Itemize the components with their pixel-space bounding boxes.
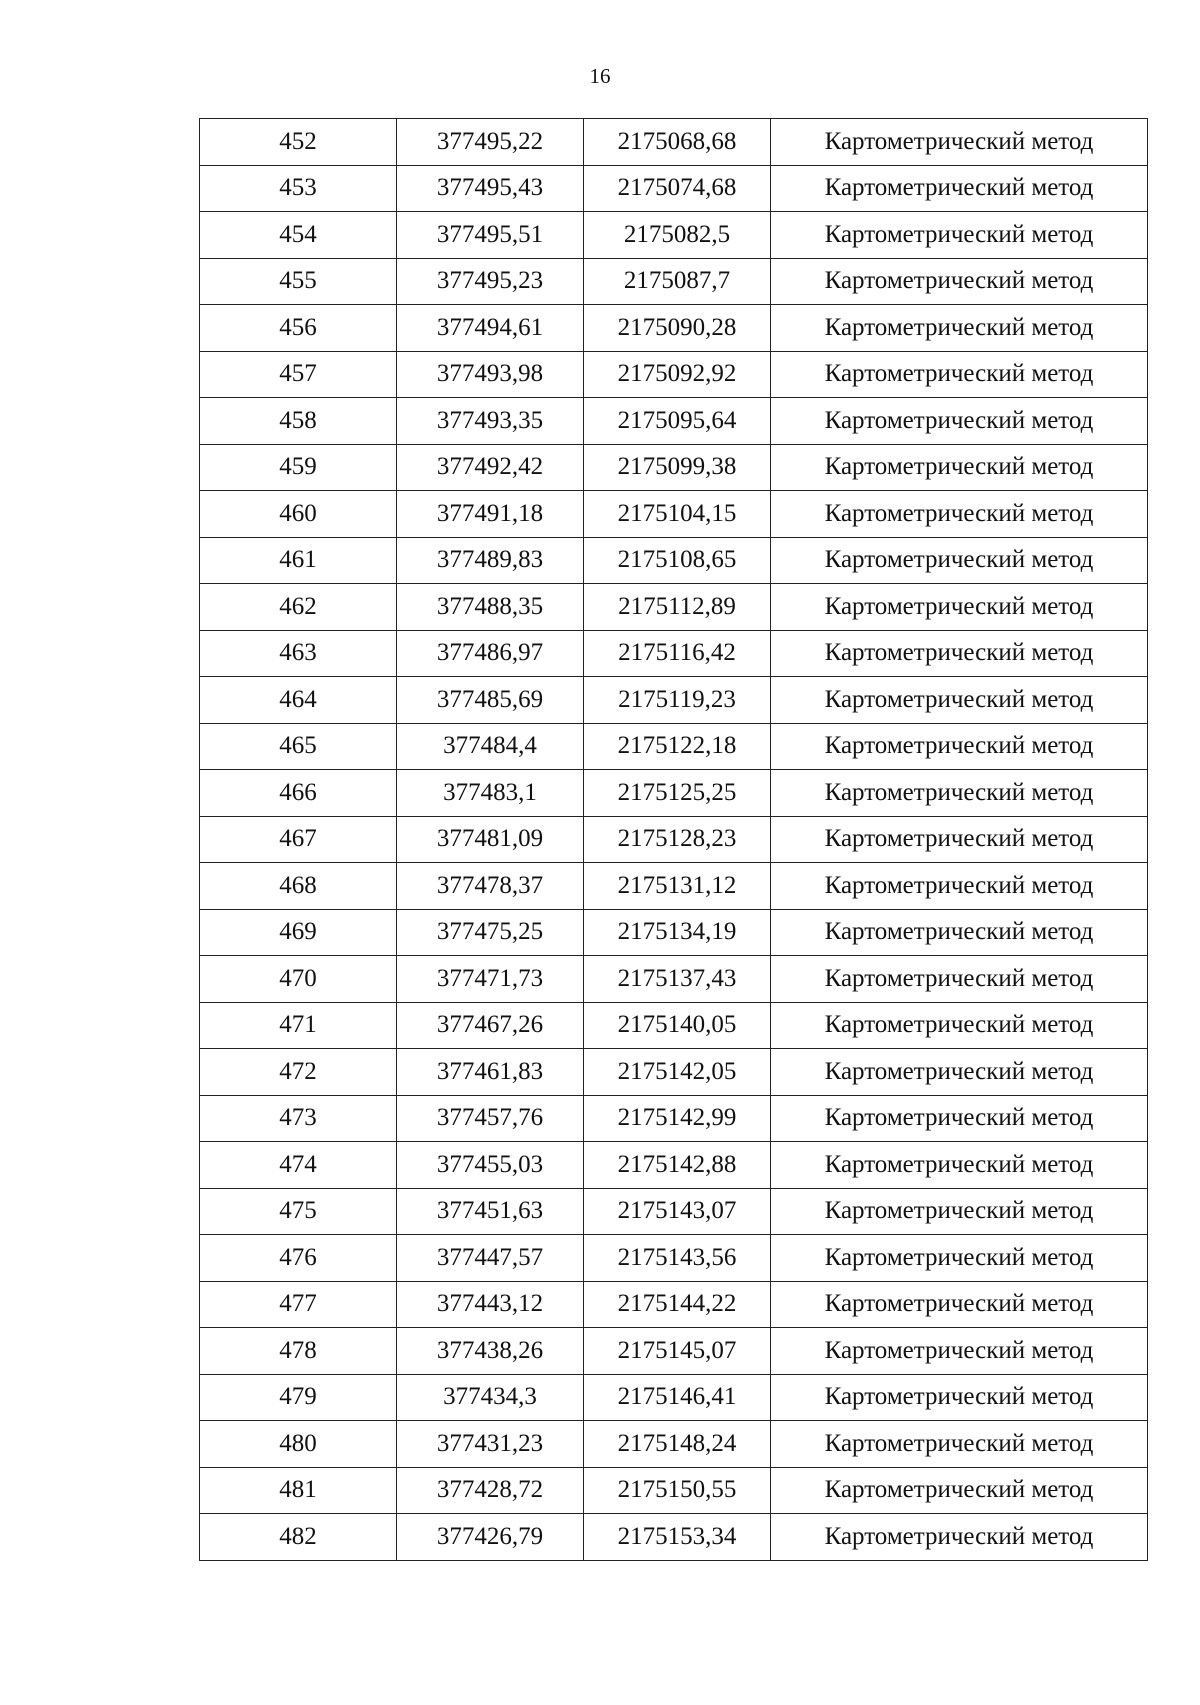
x-coordinate-cell: 377438,26 <box>397 1328 584 1375</box>
y-coordinate-cell: 2175112,89 <box>584 584 771 631</box>
table-row <box>200 537 1148 584</box>
x-coordinate-cell: 377428,72 <box>397 1467 584 1514</box>
method-cell: Картометрический метод <box>771 909 1148 956</box>
point-number-cell: 473 <box>200 1095 397 1142</box>
y-coordinate-cell: 2175082,5 <box>584 212 771 259</box>
point-number-cell: 452 <box>200 119 397 166</box>
method-cell: Картометрический метод <box>771 1142 1148 1189</box>
y-coordinate-cell: 2175068,68 <box>584 119 771 166</box>
table-row <box>200 491 1148 538</box>
point-number-cell: 474 <box>200 1142 397 1189</box>
y-coordinate-cell: 2175137,43 <box>584 956 771 1003</box>
point-number-cell: 481 <box>200 1467 397 1514</box>
method-cell: Картометрический метод <box>771 1467 1148 1514</box>
point-number-cell: 460 <box>200 491 397 538</box>
x-coordinate-cell: 377489,83 <box>397 537 584 584</box>
method-cell: Картометрический метод <box>771 630 1148 677</box>
point-number-cell: 472 <box>200 1049 397 1096</box>
method-cell: Картометрический метод <box>771 258 1148 305</box>
y-coordinate-cell: 2175144,22 <box>584 1281 771 1328</box>
x-coordinate-cell: 377455,03 <box>397 1142 584 1189</box>
coordinates-table <box>199 118 1148 1561</box>
y-coordinate-cell: 2175153,34 <box>584 1514 771 1561</box>
method-cell: Картометрический метод <box>771 1421 1148 1468</box>
table-row <box>200 956 1148 1003</box>
point-number-cell: 462 <box>200 584 397 631</box>
method-cell: Картометрический метод <box>771 677 1148 724</box>
point-number-cell: 459 <box>200 444 397 491</box>
table-row <box>200 305 1148 352</box>
method-cell: Картометрический метод <box>771 584 1148 631</box>
coordinates-table-body <box>200 119 1148 1561</box>
method-cell: Картометрический метод <box>771 351 1148 398</box>
x-coordinate-cell: 377495,22 <box>397 119 584 166</box>
table-row <box>200 1514 1148 1561</box>
table-row <box>200 630 1148 677</box>
x-coordinate-cell: 377451,63 <box>397 1188 584 1235</box>
table-row <box>200 1421 1148 1468</box>
method-cell: Картометрический метод <box>771 1002 1148 1049</box>
point-number-cell: 480 <box>200 1421 397 1468</box>
y-coordinate-cell: 2175142,88 <box>584 1142 771 1189</box>
x-coordinate-cell: 377478,37 <box>397 863 584 910</box>
y-coordinate-cell: 2175122,18 <box>584 723 771 770</box>
method-cell: Картометрический метод <box>771 1188 1148 1235</box>
x-coordinate-cell: 377493,35 <box>397 398 584 445</box>
method-cell: Картометрический метод <box>771 537 1148 584</box>
method-cell: Картометрический метод <box>771 1328 1148 1375</box>
y-coordinate-cell: 2175119,23 <box>584 677 771 724</box>
point-number-cell: 456 <box>200 305 397 352</box>
point-number-cell: 461 <box>200 537 397 584</box>
table-row <box>200 816 1148 863</box>
method-cell: Картометрический метод <box>771 398 1148 445</box>
point-number-cell: 457 <box>200 351 397 398</box>
table-row <box>200 1095 1148 1142</box>
method-cell: Картометрический метод <box>771 956 1148 1003</box>
method-cell: Картометрический метод <box>771 816 1148 863</box>
point-number-cell: 468 <box>200 863 397 910</box>
y-coordinate-cell: 2175090,28 <box>584 305 771 352</box>
x-coordinate-cell: 377483,1 <box>397 770 584 817</box>
point-number-cell: 455 <box>200 258 397 305</box>
point-number-cell: 475 <box>200 1188 397 1235</box>
point-number-cell: 454 <box>200 212 397 259</box>
point-number-cell: 482 <box>200 1514 397 1561</box>
y-coordinate-cell: 2175128,23 <box>584 816 771 863</box>
y-coordinate-cell: 2175125,25 <box>584 770 771 817</box>
table-row <box>200 258 1148 305</box>
table-row <box>200 1002 1148 1049</box>
x-coordinate-cell: 377471,73 <box>397 956 584 1003</box>
table-row <box>200 1049 1148 1096</box>
method-cell: Картометрический метод <box>771 444 1148 491</box>
table-row <box>200 1467 1148 1514</box>
method-cell: Картометрический метод <box>771 1095 1148 1142</box>
table-row <box>200 1188 1148 1235</box>
point-number-cell: 458 <box>200 398 397 445</box>
x-coordinate-cell: 377488,35 <box>397 584 584 631</box>
y-coordinate-cell: 2175108,65 <box>584 537 771 584</box>
point-number-cell: 466 <box>200 770 397 817</box>
method-cell: Картометрический метод <box>771 1281 1148 1328</box>
point-number-cell: 463 <box>200 630 397 677</box>
y-coordinate-cell: 2175134,19 <box>584 909 771 956</box>
point-number-cell: 465 <box>200 723 397 770</box>
y-coordinate-cell: 2175131,12 <box>584 863 771 910</box>
x-coordinate-cell: 377431,23 <box>397 1421 584 1468</box>
y-coordinate-cell: 2175074,68 <box>584 165 771 212</box>
table-row <box>200 212 1148 259</box>
method-cell: Картометрический метод <box>771 1374 1148 1421</box>
table-row <box>200 723 1148 770</box>
x-coordinate-cell: 377495,23 <box>397 258 584 305</box>
table-row <box>200 863 1148 910</box>
y-coordinate-cell: 2175095,64 <box>584 398 771 445</box>
y-coordinate-cell: 2175142,05 <box>584 1049 771 1096</box>
y-coordinate-cell: 2175148,24 <box>584 1421 771 1468</box>
table-row <box>200 1235 1148 1282</box>
point-number-cell: 471 <box>200 1002 397 1049</box>
method-cell: Картометрический метод <box>771 723 1148 770</box>
x-coordinate-cell: 377461,83 <box>397 1049 584 1096</box>
y-coordinate-cell: 2175145,07 <box>584 1328 771 1375</box>
y-coordinate-cell: 2175140,05 <box>584 1002 771 1049</box>
y-coordinate-cell: 2175087,7 <box>584 258 771 305</box>
y-coordinate-cell: 2175142,99 <box>584 1095 771 1142</box>
x-coordinate-cell: 377486,97 <box>397 630 584 677</box>
point-number-cell: 478 <box>200 1328 397 1375</box>
method-cell: Картометрический метод <box>771 770 1148 817</box>
y-coordinate-cell: 2175146,41 <box>584 1374 771 1421</box>
y-coordinate-cell: 2175116,42 <box>584 630 771 677</box>
x-coordinate-cell: 377426,79 <box>397 1514 584 1561</box>
method-cell: Картометрический метод <box>771 165 1148 212</box>
table-row <box>200 165 1148 212</box>
method-cell: Картометрический метод <box>771 1235 1148 1282</box>
method-cell: Картометрический метод <box>771 863 1148 910</box>
method-cell: Картометрический метод <box>771 1049 1148 1096</box>
point-number-cell: 479 <box>200 1374 397 1421</box>
x-coordinate-cell: 377484,4 <box>397 723 584 770</box>
x-coordinate-cell: 377467,26 <box>397 1002 584 1049</box>
point-number-cell: 477 <box>200 1281 397 1328</box>
point-number-cell: 467 <box>200 816 397 863</box>
point-number-cell: 453 <box>200 165 397 212</box>
method-cell: Картометрический метод <box>771 119 1148 166</box>
y-coordinate-cell: 2175104,15 <box>584 491 771 538</box>
x-coordinate-cell: 377457,76 <box>397 1095 584 1142</box>
point-number-cell: 470 <box>200 956 397 1003</box>
x-coordinate-cell: 377491,18 <box>397 491 584 538</box>
point-number-cell: 476 <box>200 1235 397 1282</box>
table-row <box>200 1281 1148 1328</box>
table-row <box>200 351 1148 398</box>
x-coordinate-cell: 377492,42 <box>397 444 584 491</box>
x-coordinate-cell: 377493,98 <box>397 351 584 398</box>
x-coordinate-cell: 377495,43 <box>397 165 584 212</box>
y-coordinate-cell: 2175150,55 <box>584 1467 771 1514</box>
x-coordinate-cell: 377495,51 <box>397 212 584 259</box>
point-number-cell: 469 <box>200 909 397 956</box>
x-coordinate-cell: 377485,69 <box>397 677 584 724</box>
y-coordinate-cell: 2175143,56 <box>584 1235 771 1282</box>
table-row <box>200 1142 1148 1189</box>
table-row <box>200 398 1148 445</box>
method-cell: Картометрический метод <box>771 212 1148 259</box>
table-row <box>200 444 1148 491</box>
table-row <box>200 677 1148 724</box>
method-cell: Картометрический метод <box>771 1514 1148 1561</box>
x-coordinate-cell: 377475,25 <box>397 909 584 956</box>
table-row <box>200 1374 1148 1421</box>
x-coordinate-cell: 377481,09 <box>397 816 584 863</box>
table-row <box>200 909 1148 956</box>
page-number: 16 <box>589 64 611 88</box>
table-row <box>200 584 1148 631</box>
y-coordinate-cell: 2175143,07 <box>584 1188 771 1235</box>
x-coordinate-cell: 377494,61 <box>397 305 584 352</box>
method-cell: Картометрический метод <box>771 491 1148 538</box>
table-row <box>200 1328 1148 1375</box>
y-coordinate-cell: 2175092,92 <box>584 351 771 398</box>
table-row <box>200 770 1148 817</box>
y-coordinate-cell: 2175099,38 <box>584 444 771 491</box>
method-cell: Картометрический метод <box>771 305 1148 352</box>
x-coordinate-cell: 377447,57 <box>397 1235 584 1282</box>
x-coordinate-cell: 377434,3 <box>397 1374 584 1421</box>
point-number-cell: 464 <box>200 677 397 724</box>
table-row <box>200 119 1148 166</box>
x-coordinate-cell: 377443,12 <box>397 1281 584 1328</box>
